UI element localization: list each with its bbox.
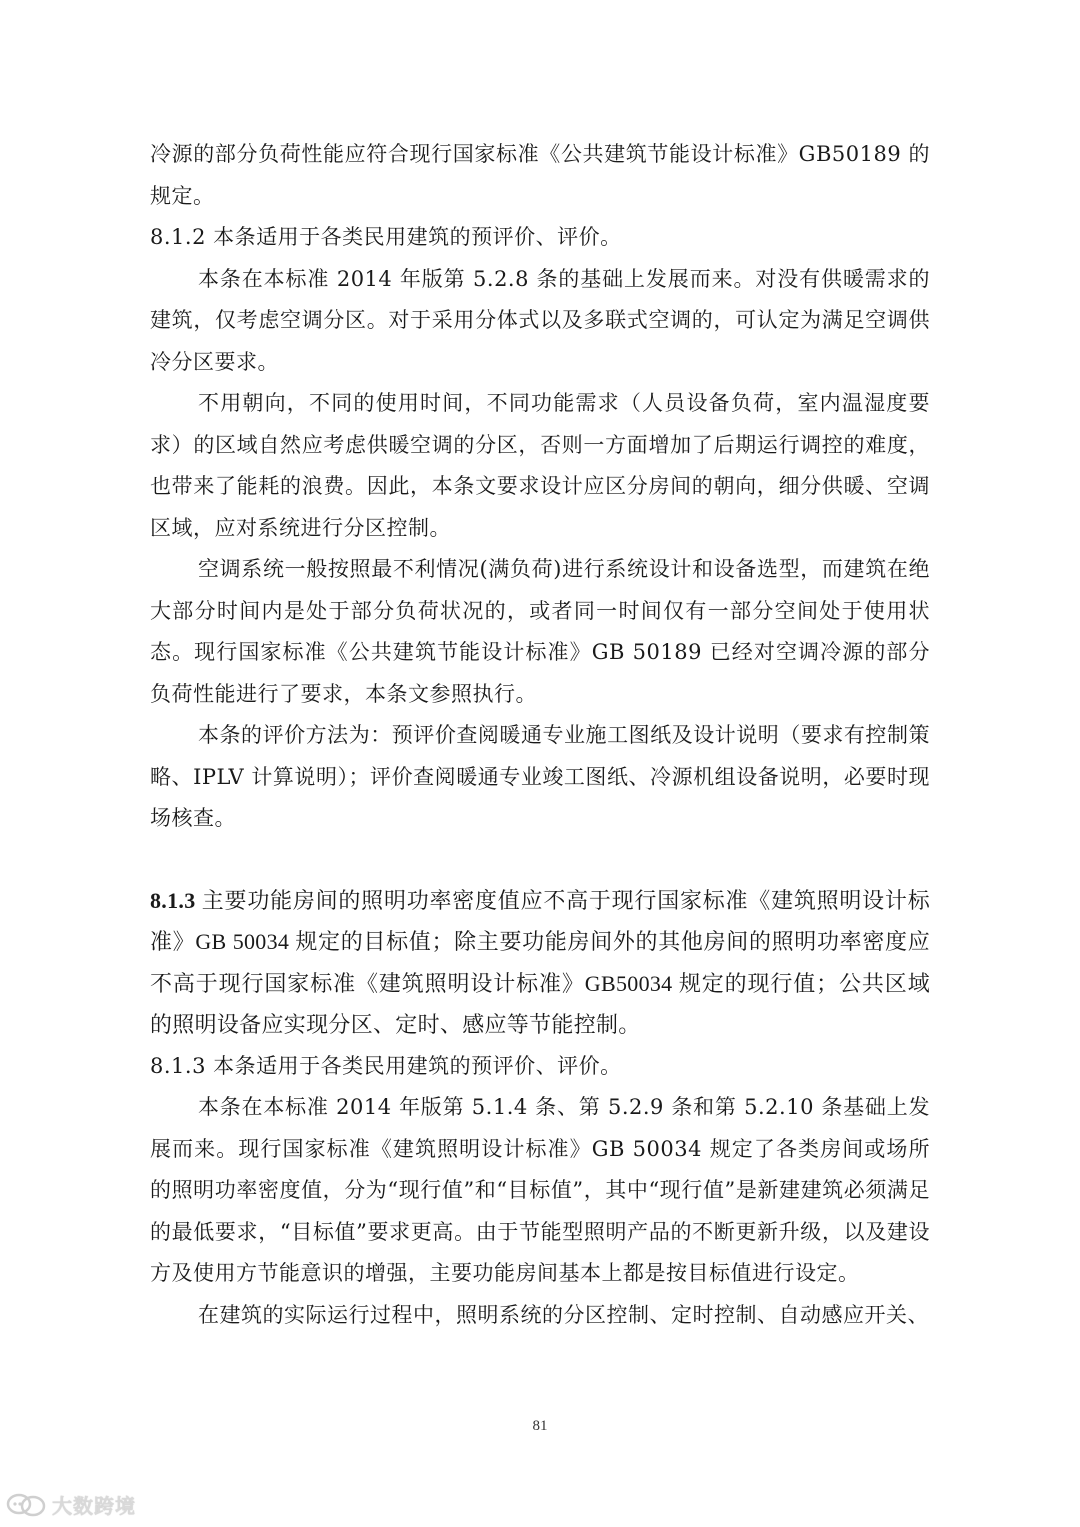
page-body xyxy=(150,134,930,1336)
paragraph-lighting-operation: 在建筑的实际运行过程中，照明系统的分区控制、定时控制、自动感应开关、 xyxy=(198,1302,929,1327)
watermark xyxy=(6,1490,136,1519)
clause-text: 主要功能房间的照明功率密度值应不高于现行国家标准《建筑照明设计标准》GB 50034 规定的目标值；除主要功能房间外的其他房间的照明功率密度应不高于现行国家标准《建筑照明设计标准》GB50034 规定的现行值；公共区域的照明设备应实现分区、定时、感应等节能控制。 xyxy=(150,887,930,1037)
clause-explanation-heading-8-1-2: 8.1.2 本条适用于各类民用建筑的预评价、评价。 xyxy=(150,225,622,249)
section-gap xyxy=(150,840,930,880)
clause-8-1-3 xyxy=(150,880,930,1046)
paragraph-partial-load: 空调系统一般按照最不利情况(满负荷)进行系统设计和设备选型，而建筑在绝大部分时间内是处于部分负荷状况的，或者同一时间仅有一部分空间处于使用状态。现行国家标准《公共建筑节能设计标准》GB 50189 已经对空调冷源的部分负荷性能进行了要求，本条文参照执行。 xyxy=(150,557,930,706)
paragraph-lighting-origin: 本条在本标准 2014 年版第 5.1.4 条、第 5.2.9 条和第 5.2.10 条基础上发展而来。现行国家标准《建筑照明设计标准》GB 50034 规定了各类房间或场所的照明功率密度值，分为“现行值”和“目标值”，其中“现行值”是新建建筑必须满足的最低要求，“目标值”要求更高。由于节能型照明产品的不断更新升级，以及建设方及使用方节能意识的增强，主要功能房间基本上都是按目标值进行设定。 xyxy=(150,1095,930,1285)
page-number: 81 xyxy=(532,1418,548,1434)
clause-number: 8.1.3 xyxy=(150,887,196,913)
paragraph-evaluation-method: 本条的评价方法为：预评价查阅暖通专业施工图纸及设计说明（要求有控制策略、IPLV 计算说明）；评价查阅暖通专业竣工图纸、冷源机组设备说明，必要时现场核查。 xyxy=(150,723,930,830)
paragraph-continuation: 冷源的部分负荷性能应符合现行国家标准《公共建筑节能设计标准》GB50189 的规定。 xyxy=(150,142,930,208)
paragraph-origin: 本条在本标准 2014 年版第 5.2.8 条的基础上发展而来。对没有供暖需求的建筑，仅考虑空调分区。对于采用分体式以及多联式空调的，可认定为满足空调供冷分区要求。 xyxy=(150,266,930,374)
watermark-text: 大数跨境 xyxy=(52,1494,136,1518)
clause-explanation-heading-8-1-3: 8.1.3 本条适用于各类民用建筑的预评价、评价。 xyxy=(150,1053,622,1078)
paragraph-orientation: 不用朝向，不同的使用时间，不同功能需求（人员设备负荷，室内温湿度要求）的区域自然应考虑供暖空调的分区，否则一方面增加了后期运行调控的难度，也带来了能耗的浪费。因此，本条文要求设计应区分房间的朝向，细分供暖、空调区域，应对系统进行分区控制。 xyxy=(150,391,930,540)
chat-bubbles-logo-icon xyxy=(6,1492,46,1518)
